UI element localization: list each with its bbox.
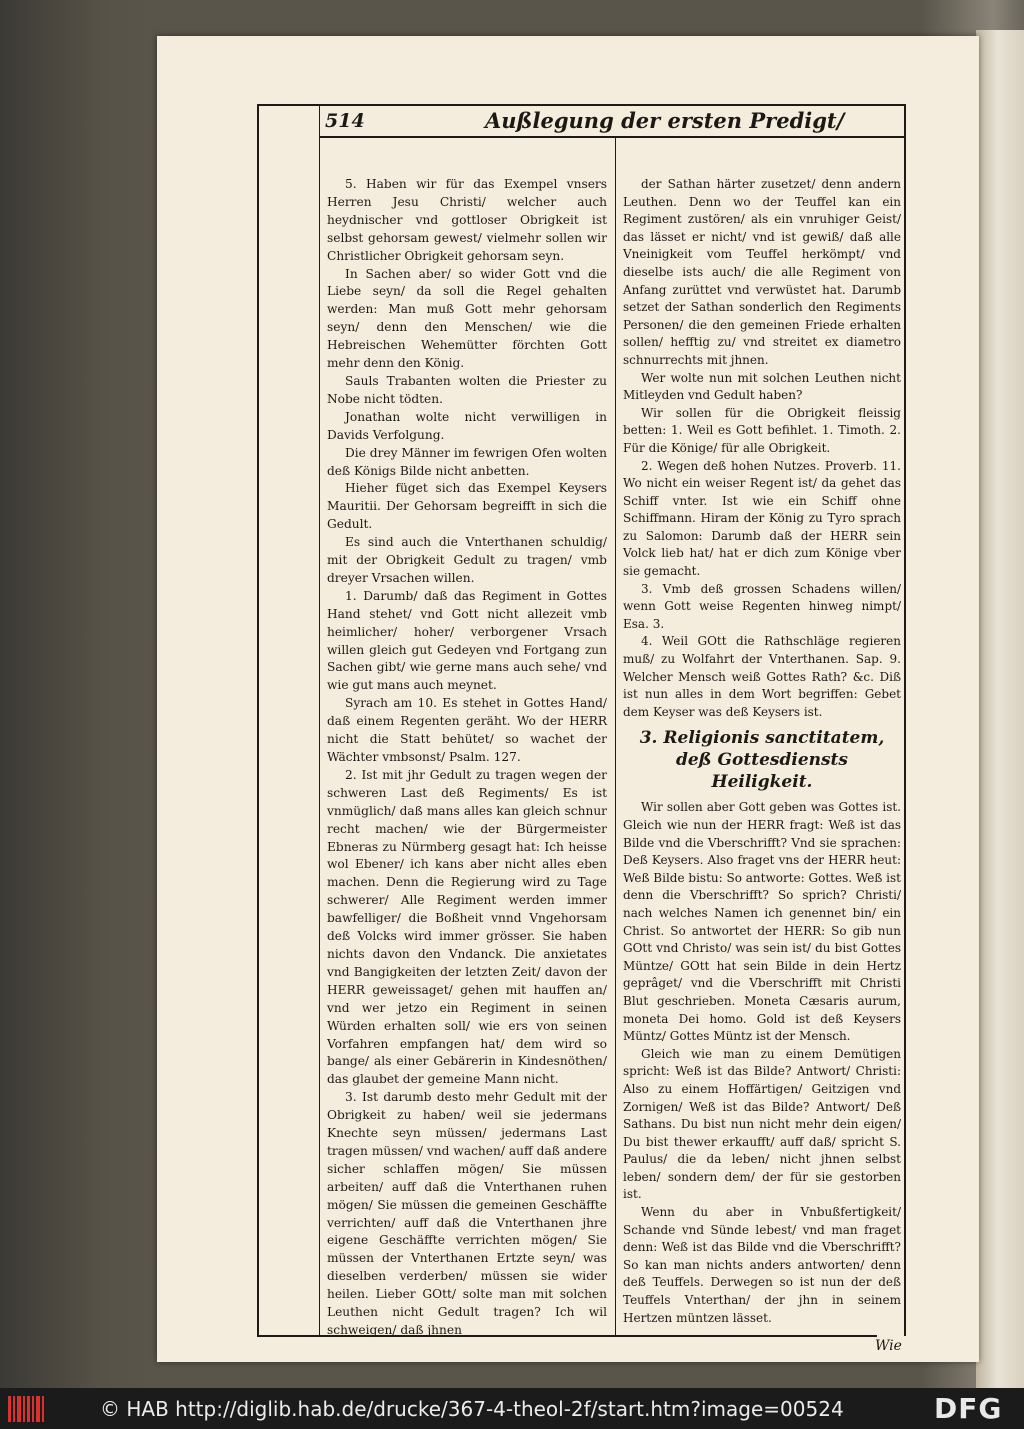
running-title: Außlegung der ersten Predigt/: [485, 108, 845, 133]
barcode-icon: [8, 1396, 46, 1422]
left-column-paragraph: Sauls Trabanten wolten die Priester zu Nobe nicht tödten.: [327, 373, 607, 406]
left-column-paragraph: Die drey Männer im fewrigen Ofen wolten deß Königs Bilde nicht anbetten.: [327, 445, 607, 478]
right-column-paragraph: der Sathan härter zusetzet/ denn andern Leuthen. Denn wo der Teuffel kan ein Regiment zustören/ als ein vnruhiger Geist/ das lässet er nicht/ vnd ist gewiß/ daß alle Vneinigkeit vom Teuffel herkömpt/ vnd dieselbe ists auch/ die alle Regiment von Anfang zurüttet vnd verwüstet hat. Darumb setzet der Sathan sonderlich den Regiments Personen/ die den gemeinen Friede erhalten sollen/ hefftig zu/ vnd streitet ex diametro schnurrechts mit jhnen.: [623, 177, 901, 367]
right-column-paragraph: 3. Vmb deß grossen Schadens willen/ wenn Gott weise Regenten hinweg nimpt/ Esa. 3.: [623, 581, 901, 631]
dfg-logo: DFG: [934, 1392, 1003, 1425]
right-column-paragraph: Wir sollen für die Obrigkeit fleissig betten: 1. Weil es Gott befihlet. 1. Timoth. 2. Für die Könige/ für alle Obrigkeit.: [623, 405, 901, 455]
left-column-paragraph: Hieher füget sich das Exempel Keysers Mauritii. Der Gehorsam begreifft in sich die Gedult.: [327, 481, 607, 532]
left-column-paragraph: In Sachen aber/ so wider Gott vnd die Liebe seyn/ da soll die Regel gehalten werden: Man muß Gott mehr gehorsam seyn/ denn den Menschen/ wie die Hebreischen Wehemütter förchten Gott mehr denn den König.: [327, 266, 607, 371]
left-column-paragraph: 1. Darumb/ daß das Regiment in Gottes Hand stehet/ vnd Gott nicht allezeit vmb heimlicher/ hoher/ verborgener Vrsach willen gleich gut Gedeyen vnd Fortgang zun Sachen gibt/ wie gerne mans auch sehe/ vnd wie gut mans auch meynet.: [327, 588, 607, 693]
right-column-paragraph: 4. Weil GOtt die Rathschläge regieren muß/ zu Wolfahrt der Vnterthanen. Sap. 9. Welcher Mensch weiß Gottes Rath? &c. Diß ist nun alles in dem Wort begriffen: Gebet dem Keyser was deß Keysers ist.: [623, 634, 901, 719]
section-heading: 3. Religionis sanctitatem, deß Gottesdiensts Heiligkeit.: [639, 728, 885, 793]
left-column-paragraph: Es sind auch die Vnterthanen schuldig/ mit der Obrigkeit Gedult zu tragen/ vmb dreyer Vrsachen willen.: [327, 535, 607, 585]
right-column-paragraph: Wir sollen aber Gott geben was Gottes ist. Gleich wie nun der HERR fragt: Weß ist das Bilde vnd die Vberschrifft? Vnd sie sprachen: Deß Keysers. Also fraget vns der HERR heut: Weß Bilde bistu: So antworte: Gottes. Weß ist denn die Vberschrifft? So sprich? Christi/ nach welches Namen ich genennet bin/ ein Christ. So antwortet der HERR: So gib nun GOtt vnd Christo/ was sein ist/ du bist Gottes Müntze/ GOtt hat sein Bilde in dein Hertz geprâget/ vnd die Vberschrifft mit Christi Blut geschrieben. Moneta Cæsaris aurum, moneta Dei homo. Gold ist deß Keysers Müntz/ Gottes Müntz ist der Mensch.: [623, 800, 901, 1044]
source-url-link[interactable]: © HAB http://diglib.hab.de/drucke/367-4-theol-2f/start.htm?image=00524: [100, 1397, 844, 1421]
catchword: Wie: [875, 1338, 902, 1354]
right-column-paragraph: Wenn du aber in Vnbußfertigkeit/ Schande vnd Sünde lebest/ vnd man fraget denn: Weß ist das Bilde vnd die Vberschrifft? So kan man nichts anders antworten/ denn deß Teuffels. Derwegen so ist nun der deß Teuffels Vnterthan/ der jhn in seinem Hertzen müntzen lässet.: [623, 1205, 901, 1325]
header-bottom-rule: [319, 136, 905, 138]
right-column-paragraph: Gleich wie man zu einem Demütigen spricht: Weß ist das Bilde? Antwort/ Christi: Also zu einem Hoffärtigen/ Geitzigen vnd Zornigen/ Weß ist das Bilde? Antwort/ Deß Sathans. Du bist nun nicht mehr dein eigen/ Du bist thewer erkaufft/ auff daß/ spricht S. Paulus/ die da leben/ nicht jhnen selbst leben/ sondern dem/ der für sie gestorben ist.: [623, 1046, 901, 1202]
left-column-paragraph: 3. Ist darumb desto mehr Gedult mit der Obrigkeit zu haben/ weil sie jedermans Knechte seyn müssen/ jedermans Last tragen müssen/ vnd wachen/ auff daß andere sicher schlaffen mögen/ Sie müssen arbeiten/ auff daß die Vnterthanen ruhen mögen/ Sie müssen die gemeinen Geschäffte verrichten/ auff daß die Vnterthanen jhre eigene Geschäffte verrichten mögen/ Sie müssen der Vnterthanen Ertzte seyn/ was dieselben verderben/ müssen sie wider heilen. Lieber GOtt/ solte man mit solchen Leuthen nicht Gedult tragen? Ich wil schweigen/ daß jhnen: [327, 1090, 607, 1337]
left-column-paragraph: Syrach am 10. Es stehet in Gottes Hand/ daß einem Regenten geräht. Wo der HERR nicht die Statt behütet/ so wachet der Wächter vmbsonst/ Psalm. 127.: [327, 696, 607, 764]
right-column-top: [623, 176, 901, 721]
adjacent-page-edge: [976, 30, 1024, 1388]
right-column-paragraph: 2. Wegen deß hohen Nutzes. Proverb. 11. Wo nicht ein weiser Regent ist/ da gehet das Schiff vnter. Ist wie ein Schiff ohne Schiffmann. Hiram der König zu Tyro sprach zu Salomon: Darumb daß der HERR sein Volck lieb hat/ hat er dich zum Könige vber sie gemacht.: [623, 458, 901, 579]
left-column-paragraph: Jonathan wolte nicht verwilligen in Davids Verfolgung.: [327, 409, 607, 442]
right-column-bottom: [623, 799, 901, 1327]
right-text-column: [623, 176, 901, 1327]
viewer-footer: [0, 1388, 1024, 1429]
book-page: [157, 36, 979, 1362]
right-column-paragraph: Wer wolte nun mit solchen Leuthen nicht Mitleyden vnd Gedult haben?: [623, 370, 901, 403]
left-outer-rule: [257, 104, 259, 1336]
left-column-paragraph: 2. Ist mit jhr Gedult zu tragen wegen der schweren Last deß Regiments/ Es ist vnmüglich/ daß mans alles kan gleich schnur recht machen/ wie der Bürgermeister Ebneras zu Nürmberg gesagt hat: Ich heisse wol Ebener/ ich kans aber nicht alles eben machen. Denn die Regierung wird zu Tage schwerer/ Alle Regiment werden immer bawfelliger/ die Boßheit vnnd Vngehorsam deß Volcks wird immer grösser. Sie haben nichts davon den Vndanck. Die anxietates vnd Bangigkeiten der letzten Zeit/ davon der HERR geweissaget/ gehen mit hauffen an/ vnd wer jetzo ein Regiment in seinen Würden erhalten soll/ wie ers von seinen Vorfahren empfangen hat/ dem wird so bange/ als einer Gebärerin in Kindesnöthen/ das glaubet der gemeine Mann nicht.: [327, 767, 607, 1087]
right-rule: [904, 104, 906, 1336]
top-rule: [257, 104, 905, 106]
column-divider-rule: [615, 136, 616, 1336]
left-column-paragraph: 5. Haben wir für das Exempel vnsers Herren Jesu Christi/ welcher auch heydnischer vnd gottloser Obrigkeit ist selbst gehorsam gewest/ vielmehr sollen wir Christlicher Obrigkeit gehorsam seyn.: [327, 177, 607, 263]
page-number: 514: [325, 110, 365, 132]
left-text-column: [327, 176, 607, 1340]
left-inner-rule: [319, 104, 320, 1336]
